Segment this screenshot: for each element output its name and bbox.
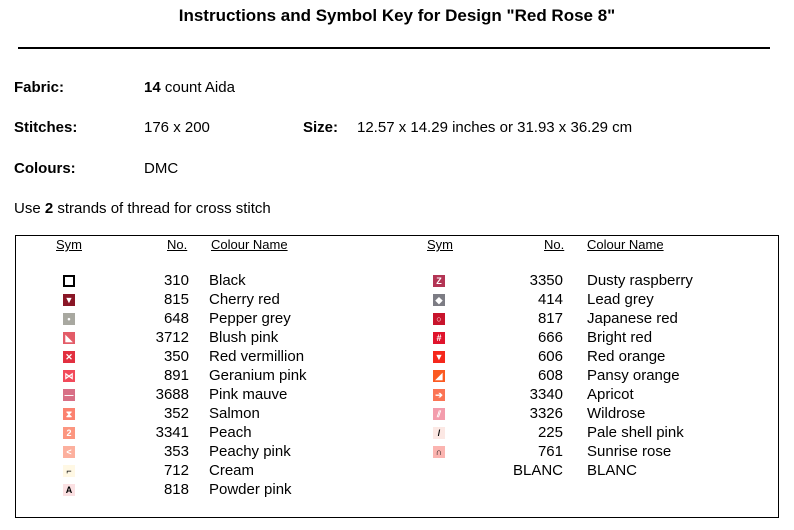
- dmc-number: BLANC: [512, 462, 563, 479]
- list-item: [16, 405, 776, 424]
- header-no-right: No.: [544, 237, 565, 252]
- colour-swatch-icon: ✕: [63, 351, 75, 363]
- colour-swatch-icon: ○: [433, 313, 445, 325]
- colour-name: Sunrise rose: [587, 443, 672, 460]
- dmc-number: 3350: [529, 272, 563, 289]
- dmc-number: 414: [537, 291, 563, 308]
- colour-swatch-icon: ⫽: [433, 408, 445, 420]
- colour-name: Cherry red: [209, 291, 280, 308]
- list-item: [16, 386, 776, 405]
- dmc-number: 606: [537, 348, 563, 365]
- colour-name: Peachy pink: [209, 443, 291, 460]
- list-item: [16, 291, 776, 310]
- colour-name: Pepper grey: [209, 310, 291, 327]
- dmc-number: 648: [163, 310, 189, 327]
- size-value: 12.57 x 14.29 inches or 31.93 x 36.29 cm: [357, 119, 633, 136]
- dmc-number: 3341: [155, 424, 189, 441]
- strands-count: 2: [44, 200, 54, 217]
- colours-value: DMC: [144, 160, 179, 177]
- colour-swatch-icon: A: [63, 484, 75, 496]
- colour-swatch-icon: [433, 465, 445, 477]
- colour-name: Wildrose: [587, 405, 646, 422]
- colour-swatch-icon: ◣: [63, 332, 75, 344]
- header-name-right: Colour Name: [587, 237, 664, 252]
- list-item: [16, 272, 776, 291]
- colour-swatch-icon: ⋈: [64, 371, 74, 381]
- colour-name: BLANC: [587, 462, 638, 479]
- colour-swatch-icon: ▼: [434, 352, 444, 362]
- strands-instruction: [14, 200, 271, 217]
- dmc-number: 712: [163, 462, 189, 479]
- colour-swatch-icon: ◆: [433, 294, 445, 306]
- dmc-number: 353: [163, 443, 189, 460]
- page-title: Instructions and Symbol Key for Design "Red Rose 8": [178, 6, 616, 25]
- colour-name: Pansy orange: [587, 367, 680, 384]
- list-item: [16, 310, 776, 329]
- colour-name: Black: [209, 272, 246, 289]
- colour-swatch-icon: ➔: [433, 389, 445, 401]
- fabric-value: [144, 79, 235, 96]
- colour-name: Cream: [209, 462, 255, 479]
- title-rule: [18, 47, 770, 49]
- colour-name: Blush pink: [209, 329, 279, 346]
- dmc-number: 3340: [529, 386, 563, 403]
- colour-name: Pink mauve: [209, 386, 288, 403]
- colour-name: Geranium pink: [209, 367, 307, 384]
- colour-swatch-icon: ◢: [433, 370, 445, 382]
- colour-swatch-icon: #: [433, 332, 445, 344]
- colour-name: Pale shell pink: [587, 424, 684, 441]
- header-sym-left: Sym: [56, 237, 82, 252]
- dmc-number: 761: [537, 443, 563, 460]
- stitches-label: Stitches:: [14, 119, 78, 136]
- colour-swatch-icon: ⧗: [63, 408, 75, 420]
- dmc-number: 3712: [155, 329, 189, 346]
- fabric-count: 14: [144, 79, 161, 96]
- header-sym-right: Sym: [427, 237, 453, 252]
- colour-name: Peach: [209, 424, 252, 441]
- dmc-number: 666: [537, 329, 563, 346]
- header-name-left: Colour Name: [211, 237, 288, 252]
- dmc-number: 225: [537, 424, 563, 441]
- dmc-number: 352: [163, 405, 189, 422]
- list-item: [16, 348, 776, 367]
- symbol-key-table: [15, 235, 779, 518]
- dmc-number: 350: [163, 348, 189, 365]
- colour-name: Japanese red: [587, 310, 678, 327]
- colour-swatch-icon: /: [433, 427, 445, 439]
- colour-swatch-icon: <: [63, 446, 75, 458]
- dmc-number: 3688: [155, 386, 189, 403]
- dmc-number: 817: [537, 310, 563, 327]
- size-label: Size:: [303, 119, 339, 136]
- colour-swatch-icon: ∩: [433, 446, 445, 458]
- colour-swatch-icon: ⌐: [63, 465, 75, 477]
- strands-post: strands of thread for cross stitch: [53, 200, 271, 217]
- colour-name: Red orange: [587, 348, 666, 365]
- colour-name: Bright red: [587, 329, 653, 346]
- colour-name: Lead grey: [587, 291, 654, 308]
- colour-swatch-icon: 2: [63, 427, 75, 439]
- colour-swatch-icon: Z: [433, 275, 445, 287]
- list-item: [16, 443, 776, 462]
- fabric-label: Fabric:: [14, 79, 65, 96]
- dmc-number: 891: [163, 367, 189, 384]
- list-item: [16, 424, 776, 443]
- colour-name: Salmon: [209, 405, 260, 422]
- list-item: [16, 329, 776, 348]
- colour-name: Apricot: [587, 386, 634, 403]
- colours-label: Colours:: [14, 160, 76, 177]
- colour-swatch-icon: ▼: [64, 295, 74, 305]
- dmc-number: 3326: [529, 405, 563, 422]
- stitches-value: 176 x 200: [144, 119, 210, 136]
- colour-name: Red vermillion: [209, 348, 305, 365]
- dmc-number: 815: [163, 291, 189, 308]
- colour-name: Dusty raspberry: [587, 272, 693, 289]
- fabric-type: count Aida: [160, 79, 235, 96]
- strands-pre: Use: [14, 200, 45, 217]
- colour-swatch-icon: —: [64, 390, 74, 400]
- colour-swatch-icon: •: [63, 313, 75, 325]
- colour-name: Powder pink: [209, 481, 292, 498]
- list-item: [16, 481, 776, 500]
- header-no-left: No.: [167, 237, 188, 252]
- dmc-number: 818: [163, 481, 189, 498]
- dmc-number: 310: [163, 272, 189, 289]
- dmc-number: 608: [537, 367, 563, 384]
- list-item: [16, 367, 776, 386]
- list-item: [16, 462, 776, 481]
